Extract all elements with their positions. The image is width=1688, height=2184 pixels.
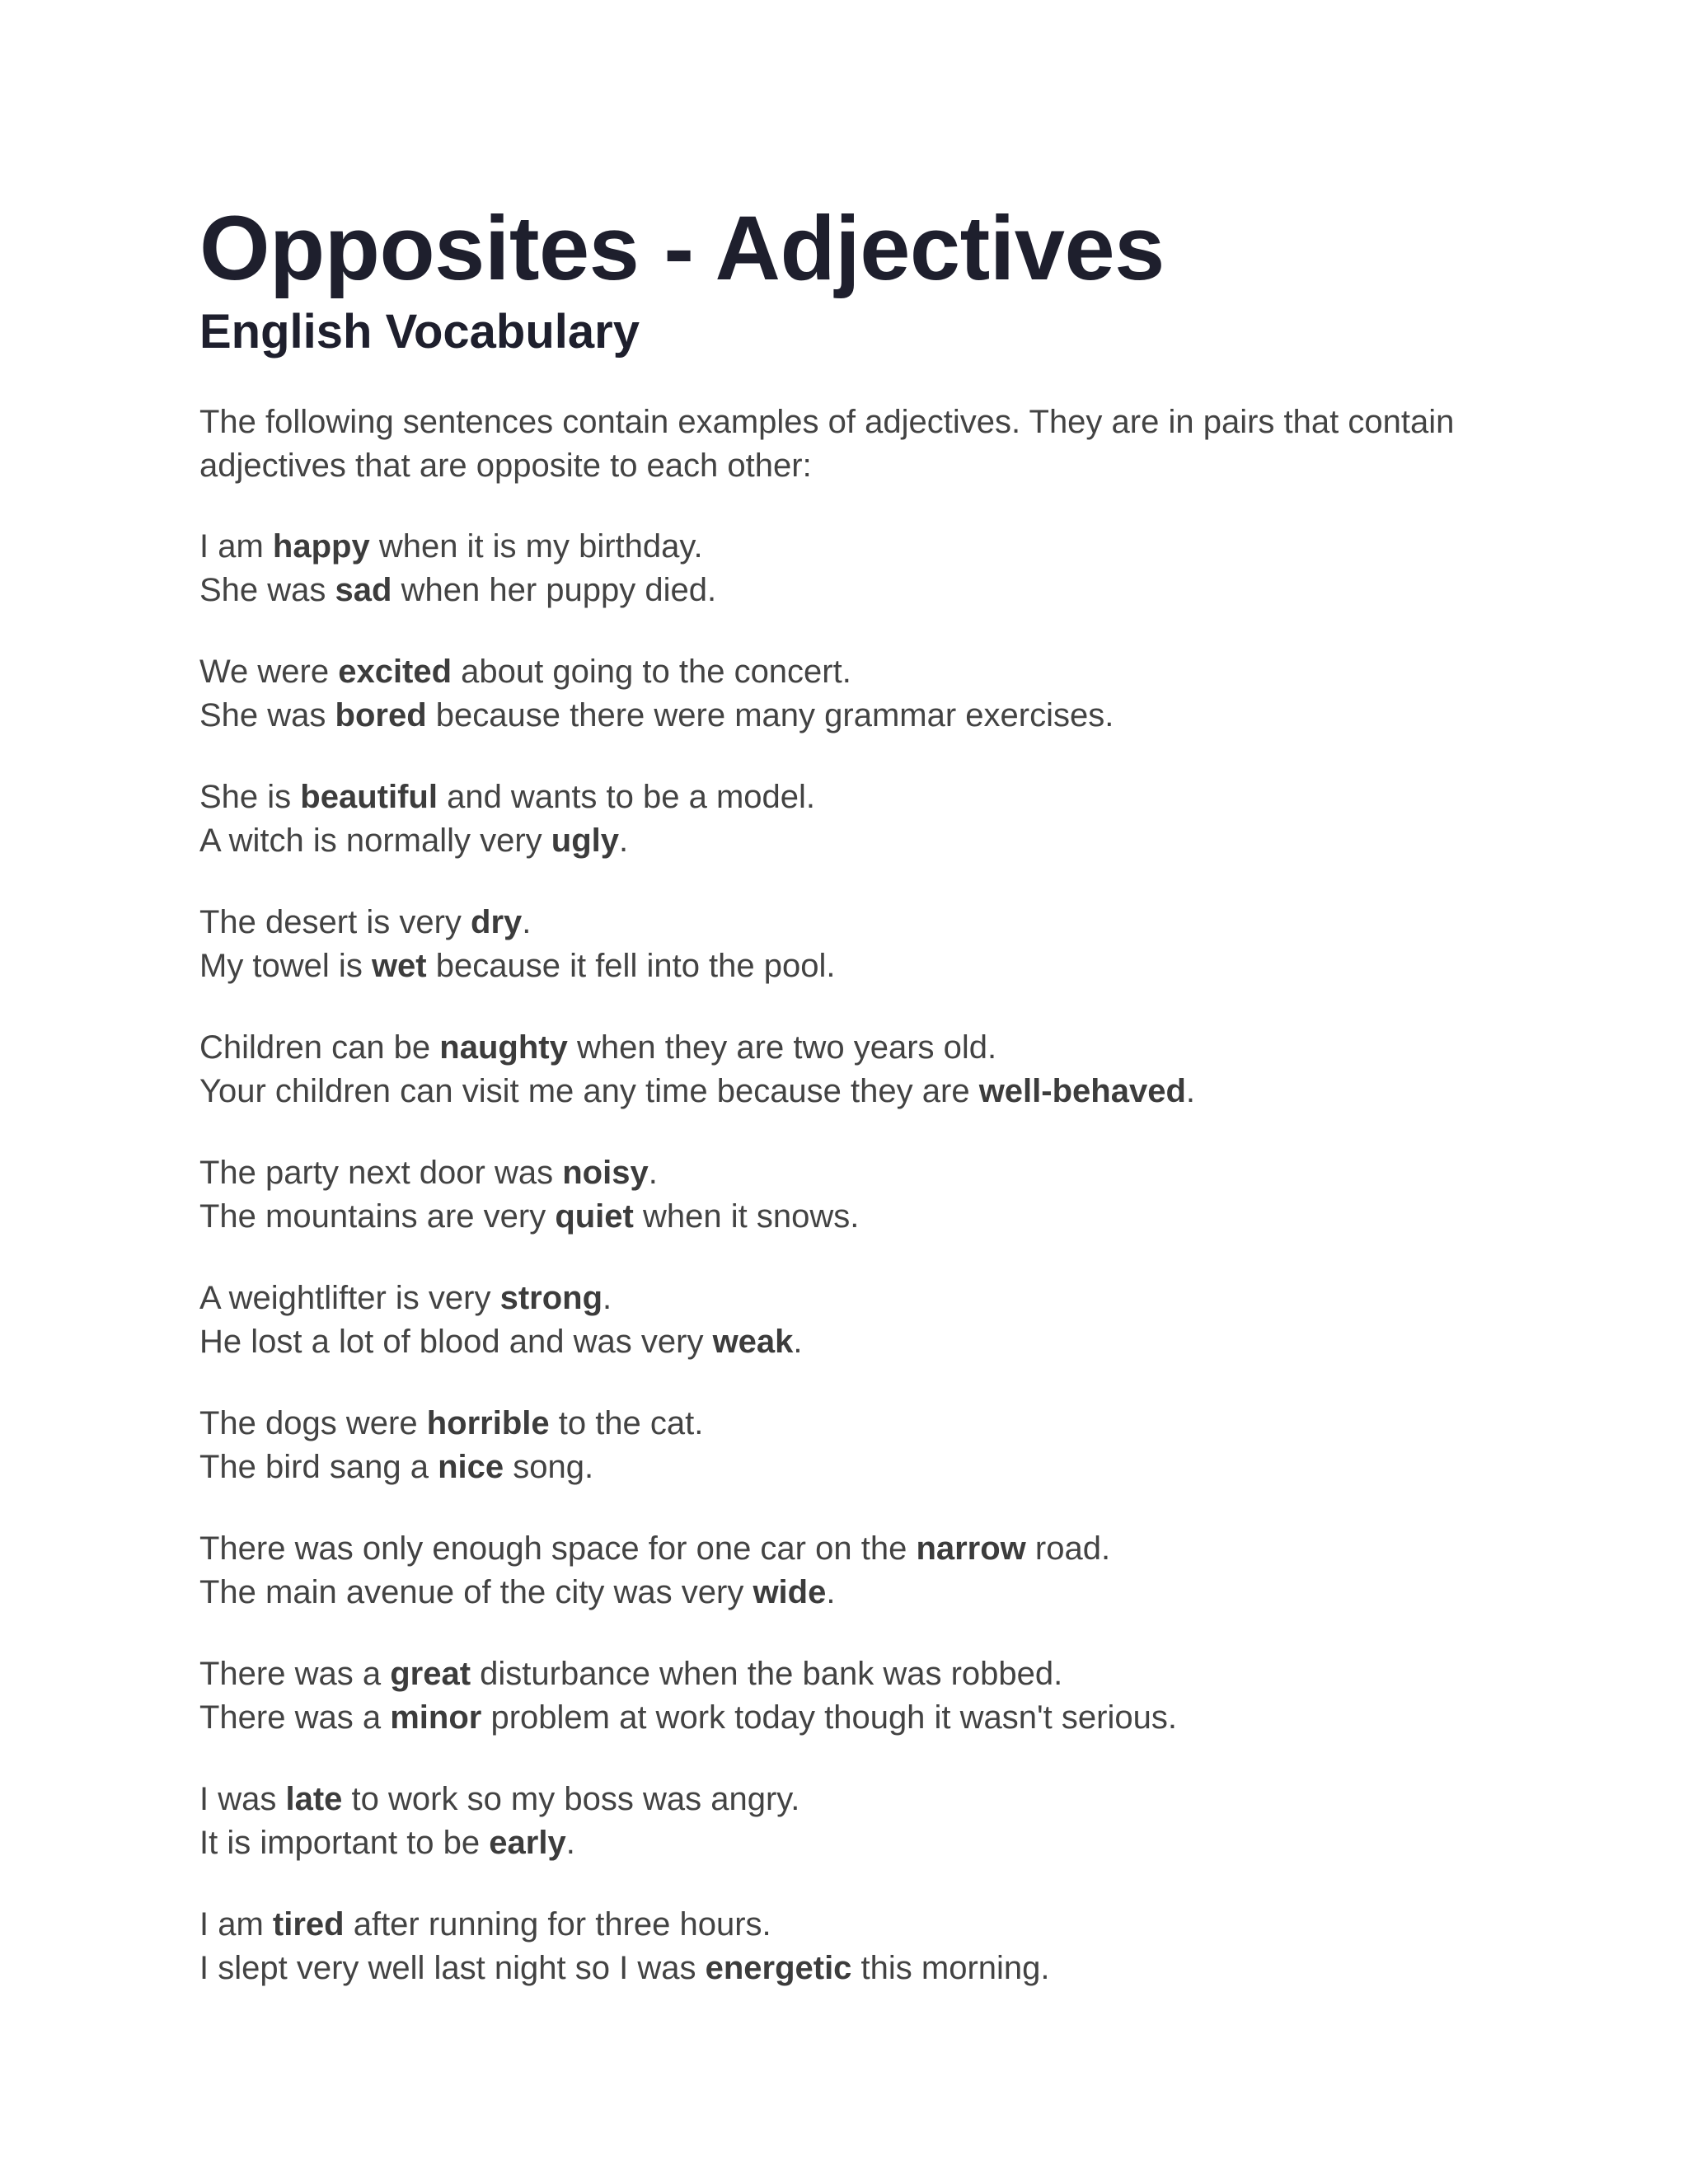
- sentence-text-after: road.: [1025, 1530, 1111, 1567]
- sentence-text-before: My towel is: [199, 948, 372, 984]
- sentence-pair: [199, 1402, 1551, 1489]
- adjective-word: noisy: [562, 1155, 649, 1191]
- sentence-text-after: when her puppy died.: [392, 572, 717, 608]
- example-sentence: [199, 1320, 1551, 1364]
- example-sentence: [199, 901, 1551, 944]
- example-sentence: [199, 1070, 1551, 1113]
- sentence-text-after: to work so my boss was angry.: [342, 1781, 800, 1817]
- sentence-text-after: when it is my birthday.: [369, 528, 703, 565]
- example-sentence: [199, 1696, 1551, 1740]
- sentence-pair: [199, 1277, 1551, 1364]
- adjective-word: late: [285, 1781, 343, 1817]
- sentence-pair: [199, 1026, 1551, 1113]
- example-sentence: [199, 1821, 1551, 1865]
- adjective-word: well-behaved: [978, 1073, 1186, 1109]
- adjective-word: nice: [438, 1449, 504, 1485]
- sentence-text-after: .: [648, 1155, 658, 1191]
- sentence-pair: [199, 776, 1551, 863]
- adjective-word: energetic: [705, 1950, 852, 1986]
- example-sentence: [199, 1026, 1551, 1070]
- sentence-text-before: She was: [199, 697, 335, 733]
- adjective-word: sad: [335, 572, 392, 608]
- adjective-word: strong: [499, 1280, 603, 1316]
- adjective-word: narrow: [916, 1530, 1026, 1567]
- sentence-text-after: .: [793, 1324, 803, 1360]
- adjective-word: naughty: [439, 1029, 568, 1066]
- adjective-word: minor: [390, 1699, 482, 1736]
- example-sentence: [199, 650, 1551, 694]
- sentence-text-after: and wants to be a model.: [437, 779, 816, 815]
- adjective-word: dry: [471, 904, 523, 940]
- example-sentence: [199, 569, 1551, 612]
- sentence-text-before: A weightlifter is very: [199, 1280, 500, 1316]
- example-sentence: [199, 1446, 1551, 1489]
- sentence-text-before: I am: [199, 528, 273, 565]
- sentence-pair: [199, 1151, 1551, 1239]
- sentence-text-before: I slept very well last night so I was: [199, 1950, 706, 1986]
- example-sentence: [199, 1402, 1551, 1446]
- adjective-word: happy: [272, 528, 370, 565]
- sentence-text-after: because it fell into the pool.: [426, 948, 836, 984]
- sentence-text-after: .: [603, 1280, 612, 1316]
- sentence-text-before: There was only enough space for one car on the: [199, 1530, 917, 1567]
- sentence-text-before: The party next door was: [199, 1155, 563, 1191]
- adjective-word: beautiful: [300, 779, 438, 815]
- sentence-pair: [199, 650, 1551, 738]
- sentence-text-before: He lost a lot of blood and was very: [199, 1324, 713, 1360]
- page-subtitle: English Vocabulary: [199, 305, 640, 359]
- adjective-word: early: [489, 1825, 566, 1861]
- sentence-text-before: Your children can visit me any time because they are: [199, 1073, 979, 1109]
- sentence-text-before: The bird sang a: [199, 1449, 438, 1485]
- example-sentence: [199, 776, 1551, 819]
- adjective-word: quiet: [555, 1198, 634, 1235]
- sentence-text-after: .: [522, 904, 532, 940]
- example-sentence: [199, 1527, 1551, 1571]
- sentence-text-after: when they are two years old.: [567, 1029, 997, 1066]
- document-page: [199, 198, 1551, 2028]
- sentence-text-after: .: [1185, 1073, 1196, 1109]
- sentence-text-after: disturbance when the bank was robbed.: [471, 1656, 1063, 1692]
- example-sentence: [199, 819, 1551, 863]
- sentence-text-before: Children can be: [199, 1029, 440, 1066]
- sentence-text-before: She is: [199, 779, 301, 815]
- example-sentence: [199, 1151, 1551, 1195]
- example-sentence: [199, 1903, 1551, 1947]
- sentence-text-before: She was: [199, 572, 335, 608]
- adjective-word: excited: [338, 654, 452, 690]
- sentence-text-before: It is important to be: [199, 1825, 490, 1861]
- example-sentence: [199, 525, 1551, 569]
- example-sentence: [199, 1947, 1551, 1990]
- adjective-word: wide: [753, 1574, 827, 1610]
- sentence-text-after: song.: [504, 1449, 594, 1485]
- adjective-word: weak: [712, 1324, 794, 1360]
- sentence-text-after: .: [619, 823, 629, 859]
- sentence-text-before: There was a: [199, 1656, 391, 1692]
- sentence-text-before: The dogs were: [199, 1405, 427, 1441]
- example-sentence: [199, 1778, 1551, 1821]
- example-sentence: [199, 694, 1551, 738]
- sentence-text-before: I am: [199, 1906, 273, 1943]
- page-title: Opposites - Adjectives: [199, 198, 1165, 299]
- adjective-word: ugly: [551, 823, 620, 859]
- sentence-text-after: because there were many grammar exercises.: [426, 697, 1114, 733]
- sentence-pair: [199, 1903, 1551, 1990]
- sentence-text-after: .: [826, 1574, 836, 1610]
- adjective-word: tired: [272, 1906, 345, 1943]
- sentence-text-before: The mountains are very: [199, 1198, 556, 1235]
- sentence-text-before: The main avenue of the city was very: [199, 1574, 753, 1610]
- sentence-text-after: .: [565, 1825, 575, 1861]
- example-sentence: [199, 1652, 1551, 1696]
- sentence-text-after: to the cat.: [549, 1405, 704, 1441]
- sentence-text-after: after running for three hours.: [344, 1906, 771, 1943]
- example-sentence: [199, 944, 1551, 988]
- sentence-text-before: There was a: [199, 1699, 391, 1736]
- sentence-pair: [199, 1778, 1551, 1865]
- sentence-pair: [199, 901, 1551, 988]
- sentence-pairs-list: [199, 525, 1551, 1990]
- adjective-word: wet: [371, 948, 427, 984]
- example-sentence: [199, 1195, 1551, 1239]
- sentence-pair: [199, 525, 1551, 612]
- sentence-pair: [199, 1652, 1551, 1740]
- sentence-text-before: A witch is normally very: [199, 823, 551, 859]
- example-sentence: [199, 1571, 1551, 1615]
- adjective-word: bored: [335, 697, 427, 733]
- example-sentence: [199, 1277, 1551, 1320]
- sentence-text-after: about going to the concert.: [452, 654, 851, 690]
- sentence-text-before: I was: [199, 1781, 286, 1817]
- sentence-text-before: The desert is very: [199, 904, 471, 940]
- sentence-text-before: We were: [199, 654, 339, 690]
- intro-paragraph: The following sentences contain examples of adjectives. They are in pairs that contain adjectives that are opposite to each other:: [199, 404, 1455, 484]
- sentence-pair: [199, 1527, 1551, 1615]
- adjective-word: horrible: [426, 1405, 550, 1441]
- sentence-text-after: problem at work today though it wasn't serious.: [481, 1699, 1177, 1736]
- adjective-word: great: [390, 1656, 471, 1692]
- sentence-text-after: this morning.: [851, 1950, 1050, 1986]
- sentence-text-after: when it snows.: [633, 1198, 860, 1235]
